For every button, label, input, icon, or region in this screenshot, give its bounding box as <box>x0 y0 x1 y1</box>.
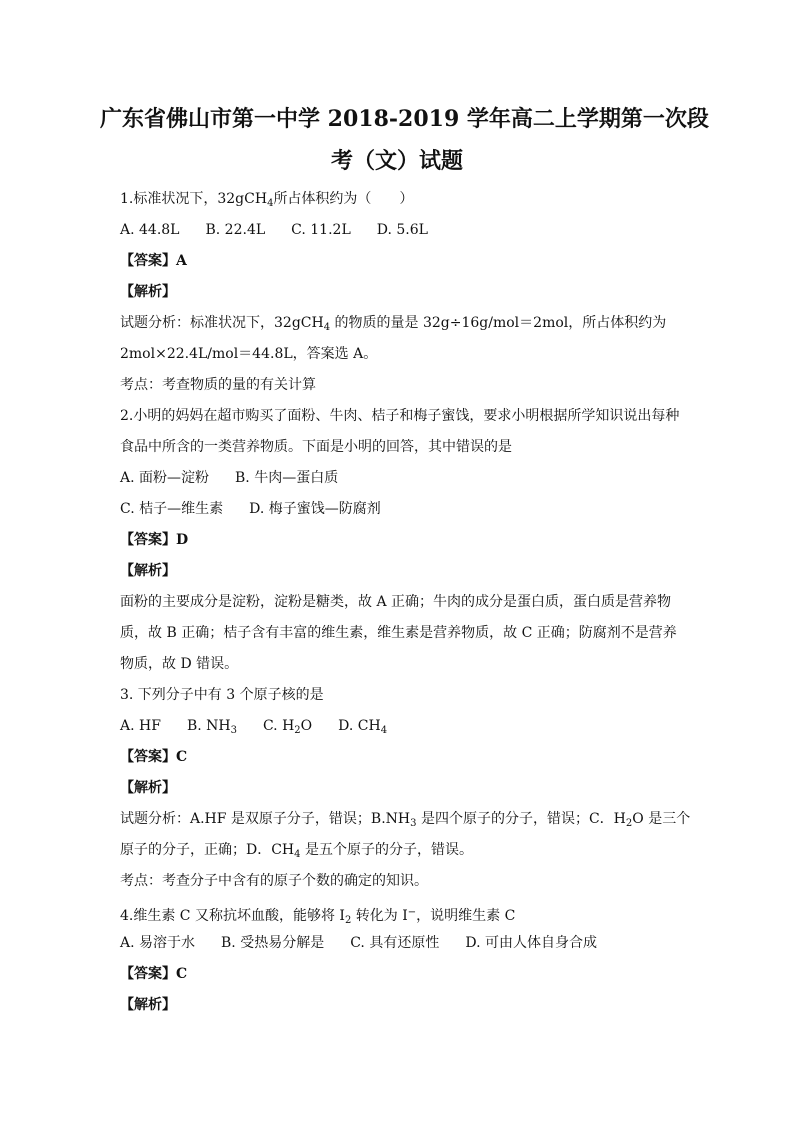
q3-analysis-line-1: 试题分析：A.HF 是双原子分子，错误；$B.NH_3$ 是四个原子的分子，错误；C．$H_2O$ 是三个 <box>120 811 691 829</box>
q1-option-b: B. 22.4L <box>205 222 266 238</box>
q1-point: 考点：考查物质的量的有关计算 <box>120 377 316 393</box>
q1-option-d: D. 5.6L <box>376 222 428 238</box>
q2-analysis-line-1: 面粉的主要成分是淀粉，淀粉是糖类，故 A 正确；牛肉的成分是蛋白质，蛋白质是营养物 <box>120 594 672 610</box>
q4-option-c: C. 具有还原性 <box>350 935 440 951</box>
q4-stem: 4.维生素 C 又称抗坏血酸，能够将 $I_2$ 转化为 I−，说明维生素 C <box>120 907 516 926</box>
q3-analysis-line-2: 原子的分子，正确；D．$CH_4$ 是五个原子的分子，错误。 <box>120 842 473 860</box>
q4-analysis-label: 【解析】 <box>120 997 176 1013</box>
q3-option-c: C. $H_2O$ <box>262 718 313 736</box>
q2-analysis-line-2: 质，故 B 正确；桔子含有丰富的维生素，维生素是营养物质，故 C 正确；防腐剂不是营养 <box>120 625 677 641</box>
q3-answer: 【答案】C <box>120 749 188 765</box>
question-content <box>120 184 691 1021</box>
q3-stem: 3. 下列分子中有 3 个原子核的是 <box>120 687 324 703</box>
q3-option-d: D. $CH_4$ <box>338 718 388 736</box>
q1-analysis-line-2: 2mol×22.4L/mol＝44.8L，答案选 A。 <box>120 346 378 362</box>
q2-analysis-label: 【解析】 <box>120 563 176 579</box>
q1-answer: 【答案】A <box>120 253 187 269</box>
q3-point: 考点：考查分子中含有的原子个数的确定的知识。 <box>120 873 428 889</box>
q3-option-a: A. HF <box>120 718 161 734</box>
q4-answer: 【答案】C <box>120 966 188 982</box>
q4-option-b: B. 受热易分解是 <box>221 935 325 951</box>
q4-options <box>120 928 676 959</box>
q1-option-c: C. 11.2L <box>291 222 351 238</box>
q2-stem-line-1: 2.小明的妈妈在超市购买了面粉、牛肉、桔子和梅子蜜饯，要求小明根据所学知识说出每种 <box>120 408 680 424</box>
document-title-line-2: 考（文）试题 <box>330 148 463 174</box>
q2-analysis-line-3: 物质，故 D 错误。 <box>120 656 239 672</box>
q3-option-b: B. $NH_3$ <box>186 718 237 736</box>
q1-options <box>120 215 676 246</box>
q2-option-a: A. 面粉—淀粉 <box>120 470 210 486</box>
q2-options-row-1 <box>120 463 676 494</box>
document-title-line-1: 广东省佛山市第一中学 2018-2019 学年高二上学期第一次段 <box>100 106 709 132</box>
q1-analysis-line-1: 试题分析：标准状况下，32gCH$_4$ 的物质的量是 32g÷16g/mol＝2mol，所占体积约为 <box>120 315 667 333</box>
q4-option-d: D. 可由人体自身合成 <box>465 935 597 951</box>
q4-option-a: A. 易溶于水 <box>120 935 196 951</box>
q3-options <box>120 711 676 742</box>
q2-stem-line-2: 食品中所含的一类营养物质。下面是小明的回答，其中错误的是 <box>120 439 512 455</box>
q1-option-a: A. 44.8L <box>120 222 180 238</box>
q1-stem: 1.标准状况下，32gCH$_4$所占体积约为（ ） <box>120 191 414 209</box>
q2-answer: 【答案】D <box>120 532 189 548</box>
q2-option-b: B. 牛肉—蛋白质 <box>235 470 339 486</box>
q3-analysis-label: 【解析】 <box>120 780 176 796</box>
q2-option-d: D. 梅子蜜饯—防腐剂 <box>249 501 381 517</box>
q1-analysis-label: 【解析】 <box>120 284 176 300</box>
q2-option-c: C. 桔子—维生素 <box>120 501 224 517</box>
q2-options-row-2 <box>120 494 676 525</box>
